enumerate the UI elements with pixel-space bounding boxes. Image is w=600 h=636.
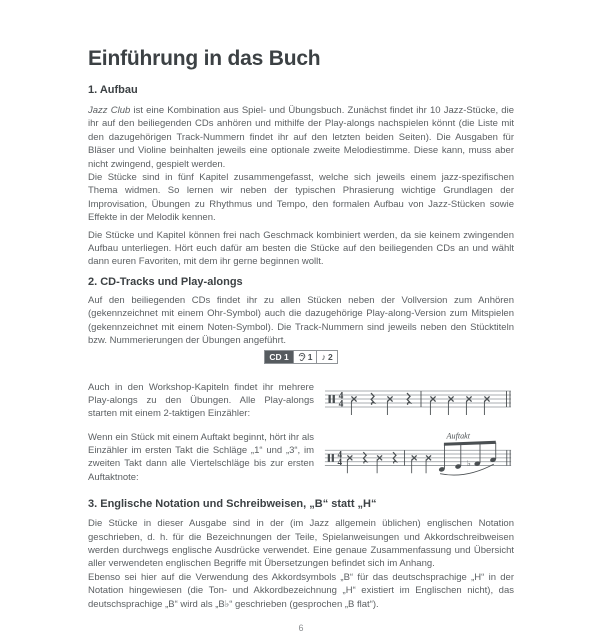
paragraph-cd-tracks-1: Auf den beiliegenden CDs findet ihr zu allen Stücken neben der Vollversion zum Anhören (gekennzeichnet mit einem Ohr-Symbol) auch die dazugehörige Play-along-Version zum Mitspielen (gekennzeichnet mit einem Noten-Symbol). Die Track-Nummern sind jeweils neben den Stücktiteln bzw. Nummerierungen der Übungen angeführt. xyxy=(88,294,514,347)
pickup-row xyxy=(88,431,514,485)
auftakt-label: Auftakt xyxy=(446,431,471,441)
ear-track-number: 1 xyxy=(307,351,313,362)
note-icon: ♪ xyxy=(321,351,326,362)
paragraph-notation-1: Die Stücke in dieser Ausgabe sind in der (im Jazz allgemein üblichen) englischen Notation geschrieben, d. h. für die Bezeichnungen der Teile, Spielanweisungen und Akkordschreibweisen werden durchwegs englische Ausdrücke verwendet. Eine genaue Zusammenfassung und Übersicht aller verwendeten englischen Begriffe mit Übersetzungen befindet sich im Anhang. xyxy=(88,518,514,570)
section-heading-cd-tracks: 2. CD-Tracks und Play-alongs xyxy=(88,275,243,288)
track-badge xyxy=(264,350,337,364)
staff-pickup xyxy=(322,431,514,485)
section-heading-aufbau: 1. Aufbau xyxy=(88,84,138,96)
time-sig-top: 4 xyxy=(337,448,343,459)
book-name-italic: Jazz Club xyxy=(88,105,131,116)
section-heading-englische-notation: 3. Englische Notation und Schreibweisen, „B“ statt „H“ xyxy=(88,498,377,511)
paragraph-aufbau-1 xyxy=(88,104,514,171)
note-track-number: 2 xyxy=(327,351,333,362)
count-in-figure xyxy=(314,381,514,423)
paragraph-notation-2: Ebenso sei hier auf die Verwendung des Akkordsymbols „B“ für das deutschsprachige „H“ in der Notation hingewiesen (die Ton- und Akkordbezeichnung „H“ existiert im Englischen nicht), das deutschsprachige „B“ wird als „B♭“ geschrieben (gesprochen „B flat“). xyxy=(88,571,514,610)
time-sig-top: 4 xyxy=(338,391,344,402)
paragraph-aufbau-3: Die Stücke und Kapitel können frei nach Geschmack kombiniert werden, da sie keinem zwingenden Aufbau unterliegen. Hört euch dafür am besten die Stücke auf den beiliegenden CDs an und wählt dann euren Favoriten, mit dem ihr gerne beginnen wollt. xyxy=(88,229,514,268)
time-sig-bottom: 4 xyxy=(338,399,344,410)
track-badge-row xyxy=(88,350,514,364)
beam xyxy=(444,440,496,445)
time-sig-bottom: 4 xyxy=(337,456,343,467)
pickup-figure xyxy=(314,431,514,485)
staff-count-in xyxy=(322,381,514,423)
page-title: Einführung in das Buch xyxy=(88,47,321,70)
paragraph-aufbau-2: Die Stücke sind in fünf Kapitel zusammengefasst, welche sich jeweils einem jazz-spezifischen Thema widmen. So lernen wir neben der typischen Phrasierung wichtige Grundlagen der Improvisation, Übungen zu Rhythmus und Tempo, den formalen Aufbau von Jazz-Stücken sowie Effekte in der Melodik kennen. xyxy=(88,172,514,224)
cd-label: CD 1 xyxy=(265,351,292,363)
note-track-cell xyxy=(316,351,336,363)
paragraph-auftakt: Wenn ein Stück mit einem Auftakt beginnt, hört ihr als Einzähler im ersten Takt die Schläge „1“ und „3“, im zweiten Takt dann alle Viertelschläge bis zur ersten Auftaktnote: xyxy=(88,431,314,483)
paragraph-workshop-playalongs: Auch in den Workshop-Kapiteln findet ihr mehrere Play-alongs zu den Übungen. Alle Play-alongs starten mit einem 2-taktigen Einzähler: xyxy=(88,381,314,420)
page-footer xyxy=(88,618,514,636)
paragraph-aufbau-1-text: ist eine Kombination aus Spiel- und Übungsbuch. Zunächst findet ihr 10 Jazz-Stücke, die ihr auf den beiliegenden CDs anhören und mithilfe der Play-alongs nachspielen könnt (die Liste mit den dazugehörigen Track-Nummern findet ihr auf den letzten beiden Seiten). Die Ausgaben für Bläser und Violine beinhalten jeweils eine optionale zweite Melodiestimme. Diese kann, muss aber nicht zwingend, gespielt werden. xyxy=(88,105,514,170)
ear-track-cell xyxy=(293,351,317,363)
page-number: 6 xyxy=(298,623,304,634)
count-in-row xyxy=(88,381,514,423)
flat-sign: ♭ xyxy=(466,457,471,468)
ear-icon xyxy=(298,352,306,362)
